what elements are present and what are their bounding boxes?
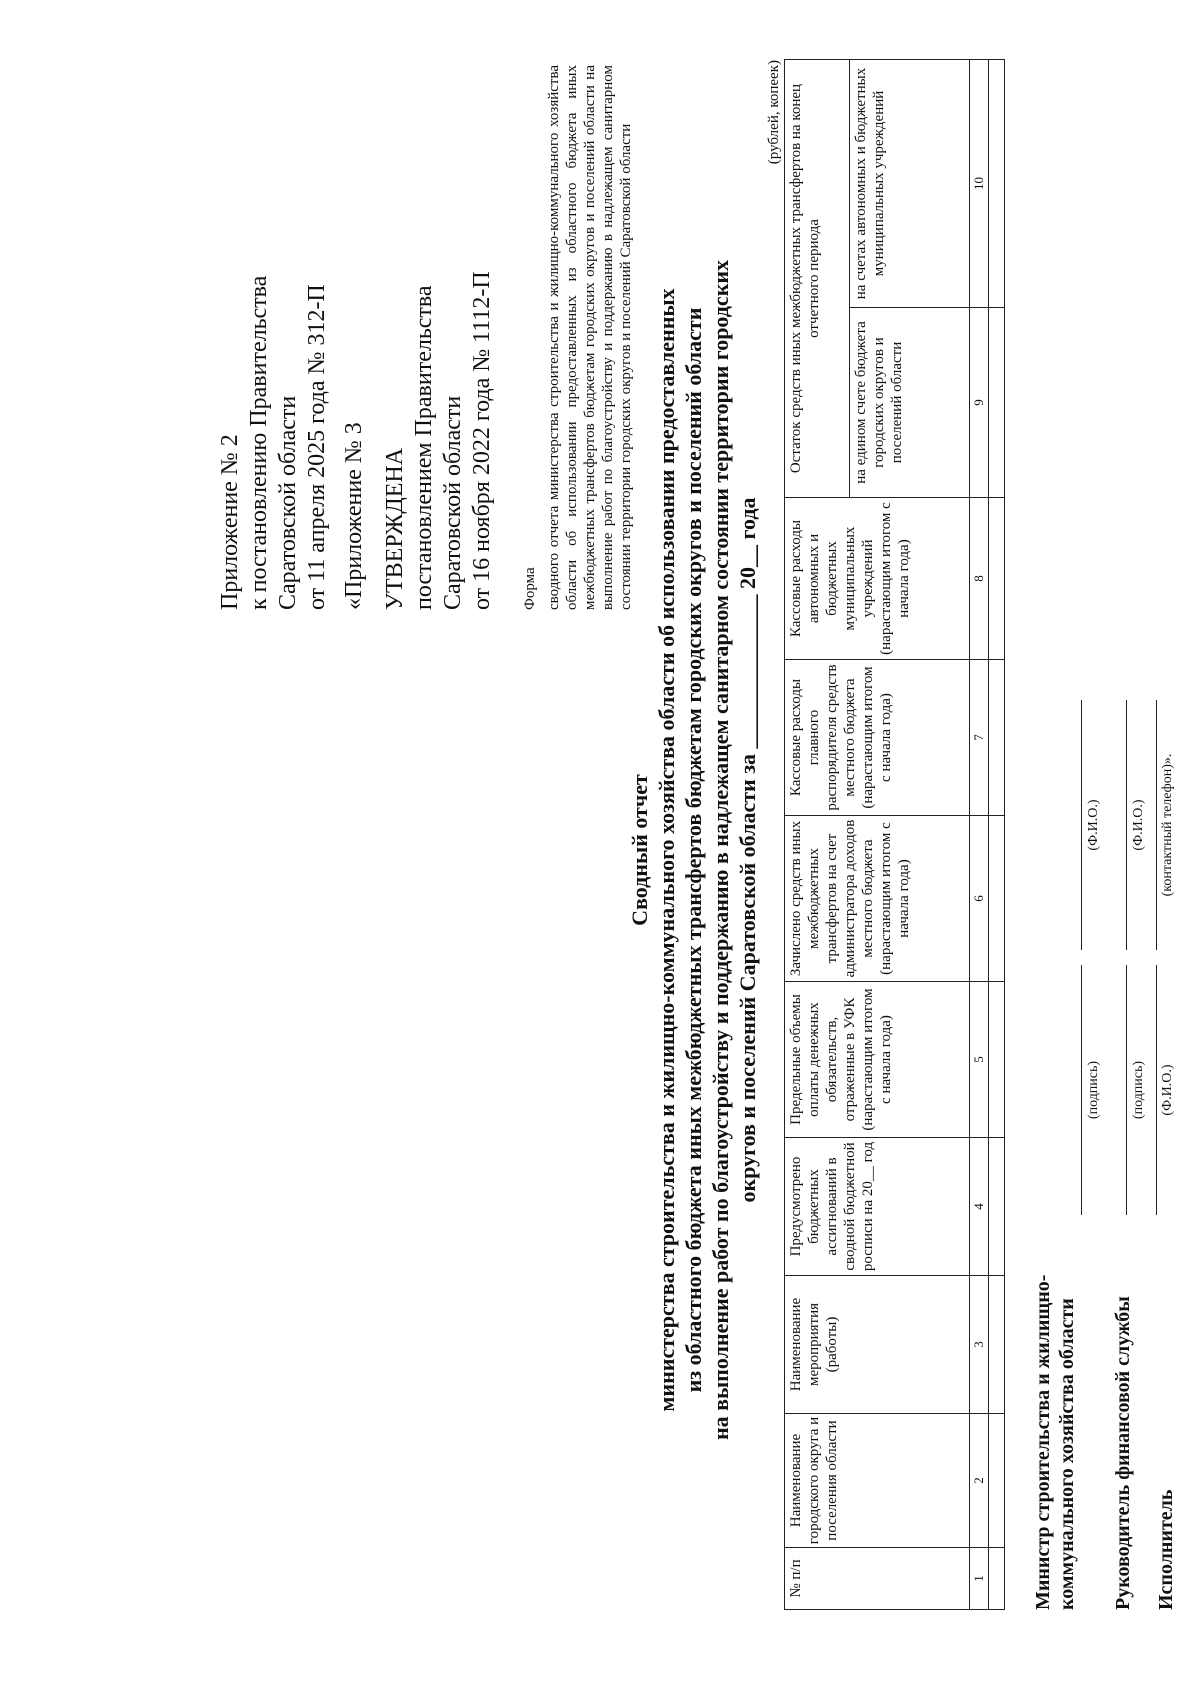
column-number: 6 bbox=[970, 816, 989, 982]
report-title-line: округов и поселений Саратовской области за ______________ 20__ года bbox=[735, 497, 760, 1203]
column-number: 4 bbox=[970, 1138, 989, 1276]
empty-cell bbox=[989, 660, 1005, 816]
signature-line bbox=[1081, 965, 1082, 1215]
annex-number: «Приложение № 3 bbox=[341, 422, 367, 610]
header-row bbox=[785, 59, 850, 1609]
column-number: 10 bbox=[970, 59, 989, 307]
column-number: 2 bbox=[970, 1414, 989, 1548]
header-line: Саратовской области bbox=[275, 395, 301, 610]
rotated-page bbox=[46, 50, 1186, 1650]
col-header-1: № п/п bbox=[785, 1548, 970, 1610]
approved-line: Саратовской области bbox=[440, 395, 466, 610]
empty-data-row bbox=[989, 59, 1005, 1609]
signature-line bbox=[1126, 965, 1127, 1215]
form-label: Форма bbox=[522, 567, 538, 610]
name-line bbox=[1126, 700, 1127, 950]
signature-role-executor: Исполнитель bbox=[1155, 1489, 1177, 1610]
approved-line: от 16 ноября 2022 года № 1112-П bbox=[469, 271, 495, 610]
header-line: от 11 апреля 2025 года № 312-П bbox=[304, 284, 330, 610]
col-header-5: Предельные объемы оплаты денежных обязательств, отраженные в УФК (нарастающим итогом с начала года) bbox=[785, 982, 970, 1138]
col-header-8: Кассовые расходы автономных и бюджетных муниципальных учреждений (нарастающим итогом с начала года) bbox=[785, 498, 970, 660]
form-block bbox=[521, 65, 635, 610]
signature-role-minister: Министр строительства и жилищно-коммунального хозяйства области bbox=[1032, 1274, 1078, 1610]
empty-cell bbox=[989, 982, 1005, 1138]
empty-cell bbox=[989, 308, 1005, 498]
report-table bbox=[784, 59, 1005, 1610]
signature-caption: (подпись) bbox=[1086, 1060, 1101, 1120]
column-number: 3 bbox=[970, 1276, 989, 1414]
report-title bbox=[626, 50, 761, 1650]
col-header-3: Наименование мероприятия (работы) bbox=[785, 1276, 970, 1414]
name-line bbox=[1081, 700, 1082, 950]
empty-cell bbox=[989, 1276, 1005, 1414]
group-header-remainder: Остаток средств иных межбюджетных трансфертов на конец отчетного периода bbox=[785, 59, 850, 497]
header-line: Приложение № 2 bbox=[217, 434, 243, 610]
col-header-4: Предусмотрено бюджетных ассигнований в сводной бюджетной росписи на 20__ год bbox=[785, 1138, 970, 1276]
column-number: 8 bbox=[970, 498, 989, 660]
col-header-10: на счетах автономных и бюджетных муниципальных учреждений bbox=[850, 59, 970, 307]
header-line: к постановлению Правительства bbox=[246, 275, 272, 610]
name-caption: (Ф.И.О.) bbox=[1086, 799, 1101, 851]
name-caption: (Ф.И.О.) bbox=[1160, 1064, 1175, 1116]
col-header-6: Зачислено средств иных межбюджетных трансфертов на счет администратора доходов местного бюджета (нарастающим итогом с начала года) bbox=[785, 816, 970, 982]
column-number: 7 bbox=[970, 660, 989, 816]
empty-cell bbox=[989, 816, 1005, 982]
report-title-line: на выполнение работ по благоустройству и поддержанию в надлежащем санитарном состоянии территории городских bbox=[708, 259, 733, 1441]
signature-caption: (подпись) bbox=[1131, 1060, 1146, 1120]
empty-cell bbox=[989, 1548, 1005, 1610]
column-number: 5 bbox=[970, 982, 989, 1138]
empty-cell bbox=[989, 498, 1005, 660]
name-caption: (Ф.И.О.) bbox=[1131, 799, 1146, 851]
appendix-header bbox=[216, 70, 497, 610]
column-number: 1 bbox=[970, 1548, 989, 1610]
phone-line bbox=[1156, 700, 1157, 950]
col-header-9: на едином счете бюджета городских округов и поселений области bbox=[850, 308, 970, 498]
column-number: 9 bbox=[970, 308, 989, 498]
report-title-line: министерства строительства и жилищно-коммунального хозяйства области об использовании предоставленных bbox=[654, 288, 679, 1412]
approved-line: постановлением Правительства bbox=[411, 285, 437, 610]
units-label: (рублей, копеек) bbox=[766, 60, 782, 165]
form-description: сводного отчета министерства строительства и жилищно-коммунального хозяйства области об использовании предоставленных из областного бюджета иных межбюджетных трансфертов бюджетам городских округов и поселений области на выполнение работ по благоустройству и поддержанию в надлежащем санитарном состоянии территории городских округов и поселений Саратовской области bbox=[546, 65, 634, 610]
name-line bbox=[1156, 965, 1157, 1215]
empty-cell bbox=[989, 1138, 1005, 1276]
empty-cell bbox=[989, 1414, 1005, 1548]
col-header-7: Кассовые расходы главного распорядителя средств местного бюджета (нарастающим итогом с начала года) bbox=[785, 660, 970, 816]
col-header-2: Наименование городского округа и поселения области bbox=[785, 1414, 970, 1548]
column-number-row bbox=[970, 59, 989, 1609]
report-title-line: из областного бюджета иных межбюджетных трансфертов бюджетам городских округов и поселений области bbox=[681, 307, 706, 1393]
empty-cell bbox=[989, 59, 1005, 307]
signature-role-finance: Руководитель финансовой службы bbox=[1112, 1296, 1134, 1610]
phone-caption: (контактный телефон)». bbox=[1160, 753, 1175, 897]
approved-line: УТВЕРЖДЕНА bbox=[382, 447, 408, 610]
report-title-main: Сводный отчет bbox=[627, 774, 652, 926]
